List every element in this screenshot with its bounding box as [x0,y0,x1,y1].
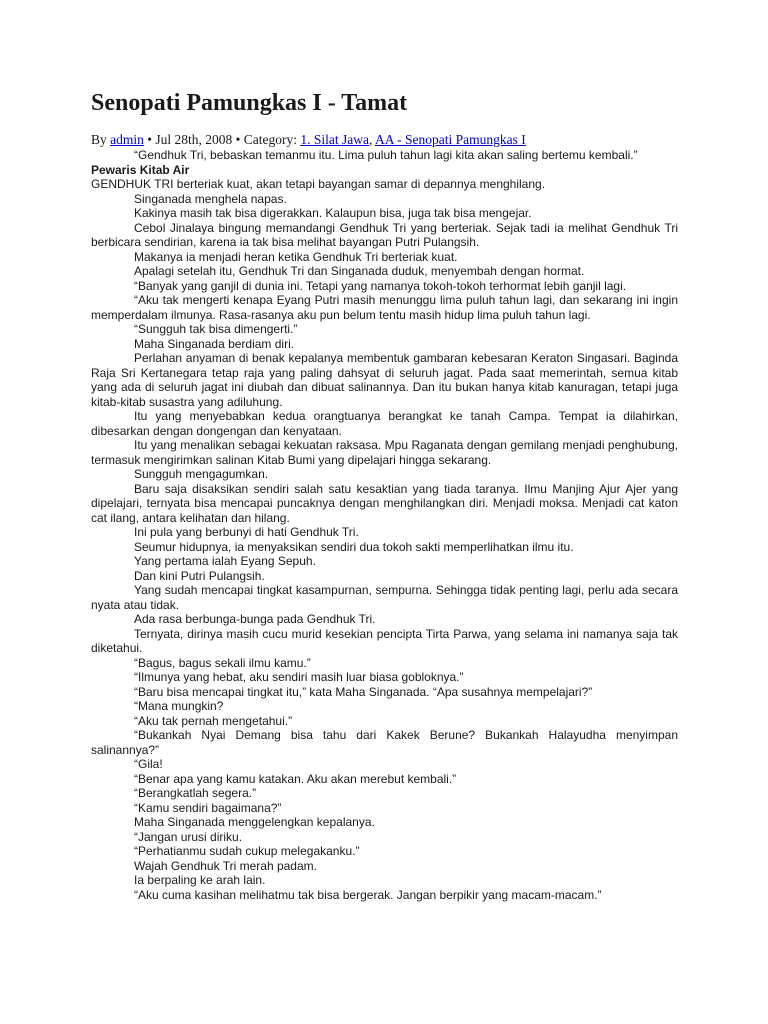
story-paragraph: Seumur hidupnya, ia menyaksikan sendiri dua tokoh sakti memperlihatkan ilmu itu. [134,539,574,554]
story-paragraph: “Banyak yang ganjil di dunia ini. Tetapi yang namanya tokoh-tokoh terhormat lebih ganjil lagi. [134,278,627,293]
story-paragraph: Ada rasa berbunga-bunga pada Gendhuk Tri. [134,612,376,626]
story-paragraph: “Ilmunya yang hebat, aku sendiri masih luar biasa gobloknya.” [134,670,464,684]
story-paragraph: GENDHUK TRI berteriak kuat, akan tetapi bayangan samar di depannya menghilang. [91,177,546,191]
story-paragraph: Ternyata, dirinya masih cucu murid kesekian pencipta Tirta Parwa, yang selama ini namanya saja tak diketahui. [91,626,678,655]
story-paragraph: Maha Singanada menggelengkan kepalanya. [134,815,375,829]
story-paragraph: Apalagi setelah itu, Gendhuk Tri dan Singanada duduk, menyembah dengan hormat. [134,264,585,278]
story-paragraph: “Perhatianmu sudah cukup melegakanku.” [134,844,360,858]
story-paragraph: Cebol Jinalaya bingung memandangi Gendhuk Tri yang berteriak. Sejak tadi ia melihat Gendhuk Tri berbicara sendirian, karena ia tak bisa melihat bayangan Putri Pulangsih. [91,220,678,249]
story-paragraph: “Aku tak pernah mengetahui.” [134,713,293,728]
story-paragraph: Wajah Gendhuk Tri merah padam. [134,858,317,873]
story-paragraph: Ini pula yang berbunyi di hati Gendhuk Tri. [134,525,359,539]
story-paragraph: “Gila! [134,757,163,771]
story-paragraph: Yang pertama ialah Eyang Sepuh. [134,554,316,568]
story-paragraph: “Jangan urusi diriku. [134,829,243,844]
story-paragraph: Perlahan anyaman di benak kepalanya membentuk gambaran kebesaran Keraton Singasari. Baginda Raja Sri Kertanegara tetap raja yang paling dahsyat di seluruh jagat. Pada saat memerintah, semua kitab yang ada di seluruh jagat ini diubah dan dibuat salinannya. Dan itu bukan hanya kitab kanuragan, tetapi juga kitab-kitab susastra yang adiluhung. [91,351,678,409]
story-paragraph: “Berangkatlah segera.” [134,786,257,800]
story-paragraph: Maha Singanada berdiam diri. [134,336,295,351]
category-link-senopati-pamungkas[interactable]: AA - Senopati Pamungkas I [374,132,526,147]
story-paragraph: Ia berpaling ke arah lain. [134,873,266,887]
story-paragraph: “Benar apa yang kamu katakan. Aku akan merebut kembali.” [134,771,457,786]
story-body [91,148,678,902]
by-label: By [91,132,107,147]
story-paragraph: “Bagus, bagus sekali ilmu kamu.” [134,655,311,670]
story-paragraph: Sungguh mengagumkan. [134,467,269,481]
story-paragraph: “Mana mungkin? [134,699,224,713]
story-paragraph: Yang sudah mencapai tingkat kasampurnan, sempurna. Sehingga tidak penting lagi, perlu ada secara nyata atau tidak. [91,583,678,612]
story-paragraph: Itu yang menalikan sebagai kekuatan raksasa. Mpu Raganata dengan gemilang menjadi penghubung, termasuk mengirimkan salinan Kitab Bumi yang dipelajari hingga sekarang. [91,438,678,467]
story-paragraph: Makanya ia menjadi heran ketika Gendhuk Tri berteriak kuat. [134,249,458,264]
story-paragraph: Dan kini Putri Pulangsih. [134,568,265,583]
category-separator: , [368,132,373,147]
post-meta [91,132,526,148]
story-paragraph: Kakinya masih tak bisa digerakkan. Kalaupun bisa, juga tak bisa mengejar. [134,206,532,220]
category-link-silat-jawa[interactable]: 1. Silat Jawa [300,132,369,147]
story-paragraph: “Aku cuma kasihan melihatmu tak bisa bergerak. Jangan berpikir yang macam-macam.” [134,887,602,902]
story-paragraph: Baru saja disaksikan sendiri salah satu kesaktian yang tiada taranya. Ilmu Manjing Ajur Ajer yang dipelajari, ternyata bisa mencapai puncaknya dengan menghilangkan diri. Menjadi moksa. Menjadi cat katon cat ilang, antara kelihatan dan hilang. [91,481,678,525]
story-paragraph: “Bukankah Nyai Demang bisa tahu dari Kakek Berune? Bukankah Halayudha menyimpan salinannya?” [91,728,678,757]
story-paragraph: “Sungguh tak bisa dimengerti.” [134,322,298,336]
page-title: Senopati Pamungkas I - Tamat [91,90,408,116]
section-subtitle: Pewaris Kitab Air [91,162,190,177]
story-paragraph: “Gendhuk Tri, bebaskan temanmu itu. Lima puluh tahun lagi kita akan saling bertemu kembali.” [134,148,638,162]
author-link[interactable]: admin [110,132,144,147]
story-paragraph: Itu yang menyebabkan kedua orangtuanya berangkat ke tanah Campa. Tempat ia dilahirkan, dibesarkan dengan dongengan dan kenyataan. [91,409,678,438]
story-paragraph: Singanada menghela napas. [134,191,287,206]
post-date: • Jul 28th, 2008 • Category: [147,132,297,147]
story-paragraph: “Kamu sendiri bagaimana?” [134,800,282,815]
story-paragraph: “Aku tak mengerti kenapa Eyang Putri masih menunggu lima puluh tahun lagi, dan sekarang ini ingin memperdalam ilmunya. Rasa-rasanya aku pun belum tentu masih hidup lima puluh tahun lagi. [91,293,678,322]
story-paragraph: “Baru bisa mencapai tingkat itu,” kata Maha Singanada. “Apa susahnya mempelajari?” [134,684,593,699]
